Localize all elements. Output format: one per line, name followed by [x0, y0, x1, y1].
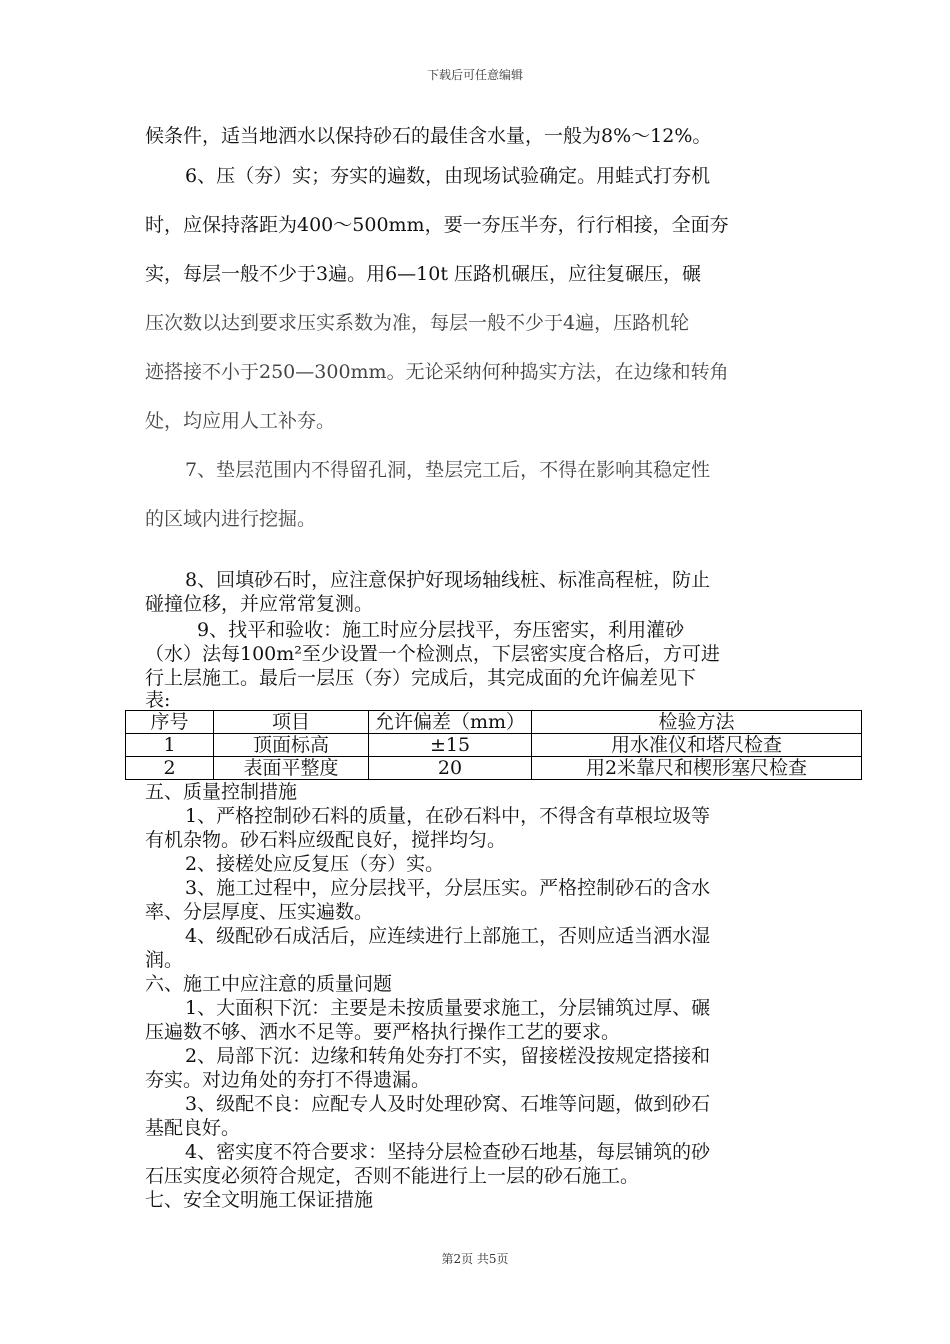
- section-quality-control: [145, 780, 810, 972]
- table-header-cell: 允许偏差（mm）: [369, 711, 532, 734]
- paragraph-continued: 候条件，适当地洒水以保持砂石的最佳含水量，一般为8%～12%。: [145, 125, 712, 147]
- table-cell: 2: [126, 757, 214, 780]
- text-line: 处，均应用人工补夯。: [145, 410, 336, 432]
- table-row: [126, 734, 862, 757]
- text-line: 表:: [145, 689, 171, 711]
- text-line: 实，每层一般不少于3遍。用6—10t 压路机碾压，应往复碾压，碾: [145, 263, 702, 285]
- text-line: 1、严格控制砂石料的质量，在砂石料中，不得含有草根垃圾等: [185, 805, 711, 827]
- text-line: 2、接槎处应反复压（夯）实。: [185, 853, 445, 875]
- text-line: 4、级配砂石成活后，应连续进行上部施工，否则应适当洒水湿: [185, 925, 711, 947]
- text-line: 6、压（夯）实；夯实的遍数，由现场试验确定。用蛙式打夯机: [185, 165, 711, 187]
- table-header-cell: 序号: [126, 711, 214, 734]
- section-safety: [145, 1188, 810, 1212]
- table-cell: 用水准仪和塔尺检查: [532, 734, 862, 757]
- text-line: 压次数以达到要求压实系数为准，每层一般不少于4遍，压路机轮: [145, 312, 690, 334]
- text-line: 1、大面积下沉：主要是未按质量要求施工，分层铺筑过厚、碾: [185, 997, 711, 1019]
- text-line: 时，应保持落距为400～500mm，要一夯压半夯，行行相接，全面夯: [145, 214, 729, 236]
- document-body: [145, 122, 810, 1212]
- page-footer: 第2页 共5页: [441, 1252, 509, 1266]
- text-line: 基配良好。: [145, 1117, 241, 1139]
- table-row: [126, 757, 862, 780]
- text-line: 压遍数不够、洒水不足等。要严格执行操作工艺的要求。: [145, 1021, 621, 1043]
- page-header: 下载后可任意编辑: [426, 68, 523, 82]
- text-line: 行上层施工。最后一层压（夯）完成后，其完成面的允许偏差见下: [145, 667, 697, 689]
- section-heading: 六、施工中应注意的质量问题: [145, 973, 393, 995]
- paragraph-9: [145, 618, 810, 710]
- text-line: （水）法每100m²至少设置一个检测点，下层密实度合格后，方可进: [145, 643, 720, 665]
- text-line: 3、级配不良：应配专人及时处理砂窝、石堆等问题，做到砂石: [185, 1093, 711, 1115]
- table-header-cell: 检验方法: [532, 711, 862, 734]
- table-cell: 20: [369, 757, 532, 780]
- text-line: 石压实度必须符合规定，否则不能进行上一层的砂石施工。: [145, 1165, 640, 1187]
- text-line: 9、找平和验收：施工时应分层找平，夯压密实，利用灌砂: [197, 619, 685, 641]
- table-cell: ±15: [369, 734, 532, 757]
- text-line: 有机杂物。砂石料应级配良好，搅拌均匀。: [145, 829, 507, 851]
- paragraph-6: [145, 152, 810, 446]
- paragraph-7: [145, 446, 810, 544]
- text-line: 夯实。对边角处的夯打不得遗漏。: [145, 1069, 431, 1091]
- table-header-cell: 项目: [214, 711, 369, 734]
- text-line: 的区域内进行挖掘。: [145, 508, 317, 530]
- text-line: 7、垫层范围内不得留孔洞，垫层完工后，不得在影响其稳定性: [185, 459, 711, 481]
- text-line: 4、密实度不符合要求：坚持分层检查砂石地基，每层铺筑的砂: [185, 1141, 711, 1163]
- section-heading: 七、安全文明施工保证措施: [145, 1189, 374, 1211]
- paragraph-8: [145, 568, 810, 616]
- text-line: 2、局部下沉：边缘和转角处夯打不实，留接槎没按规定搭接和: [185, 1045, 711, 1067]
- table-cell: 顶面标高: [214, 734, 369, 757]
- section-quality-issues: [145, 972, 810, 1188]
- tolerance-table: [125, 710, 862, 780]
- table-header-row: [126, 711, 862, 734]
- text-line: 率、分层厚度、压实遍数。: [145, 901, 374, 923]
- table-cell: 1: [126, 734, 214, 757]
- text-line: 碰撞位移，并应常常复测。: [145, 593, 374, 615]
- table-cell: 表面平整度: [214, 757, 369, 780]
- text-line: 迹搭接不小于250—300mm。无论采纳何种捣实方法，在边缘和转角: [145, 361, 729, 383]
- text-line: 8、回填砂石时，应注意保护好现场轴线桩、标准高程桩，防止: [185, 569, 711, 591]
- text-line: 3、施工过程中，应分层找平，分层压实。严格控制砂石的含水: [185, 877, 711, 899]
- table-cell: 用2米靠尺和楔形塞尺检查: [532, 757, 862, 780]
- section-heading: 五、质量控制措施: [145, 781, 298, 803]
- text-line: 润。: [145, 949, 184, 971]
